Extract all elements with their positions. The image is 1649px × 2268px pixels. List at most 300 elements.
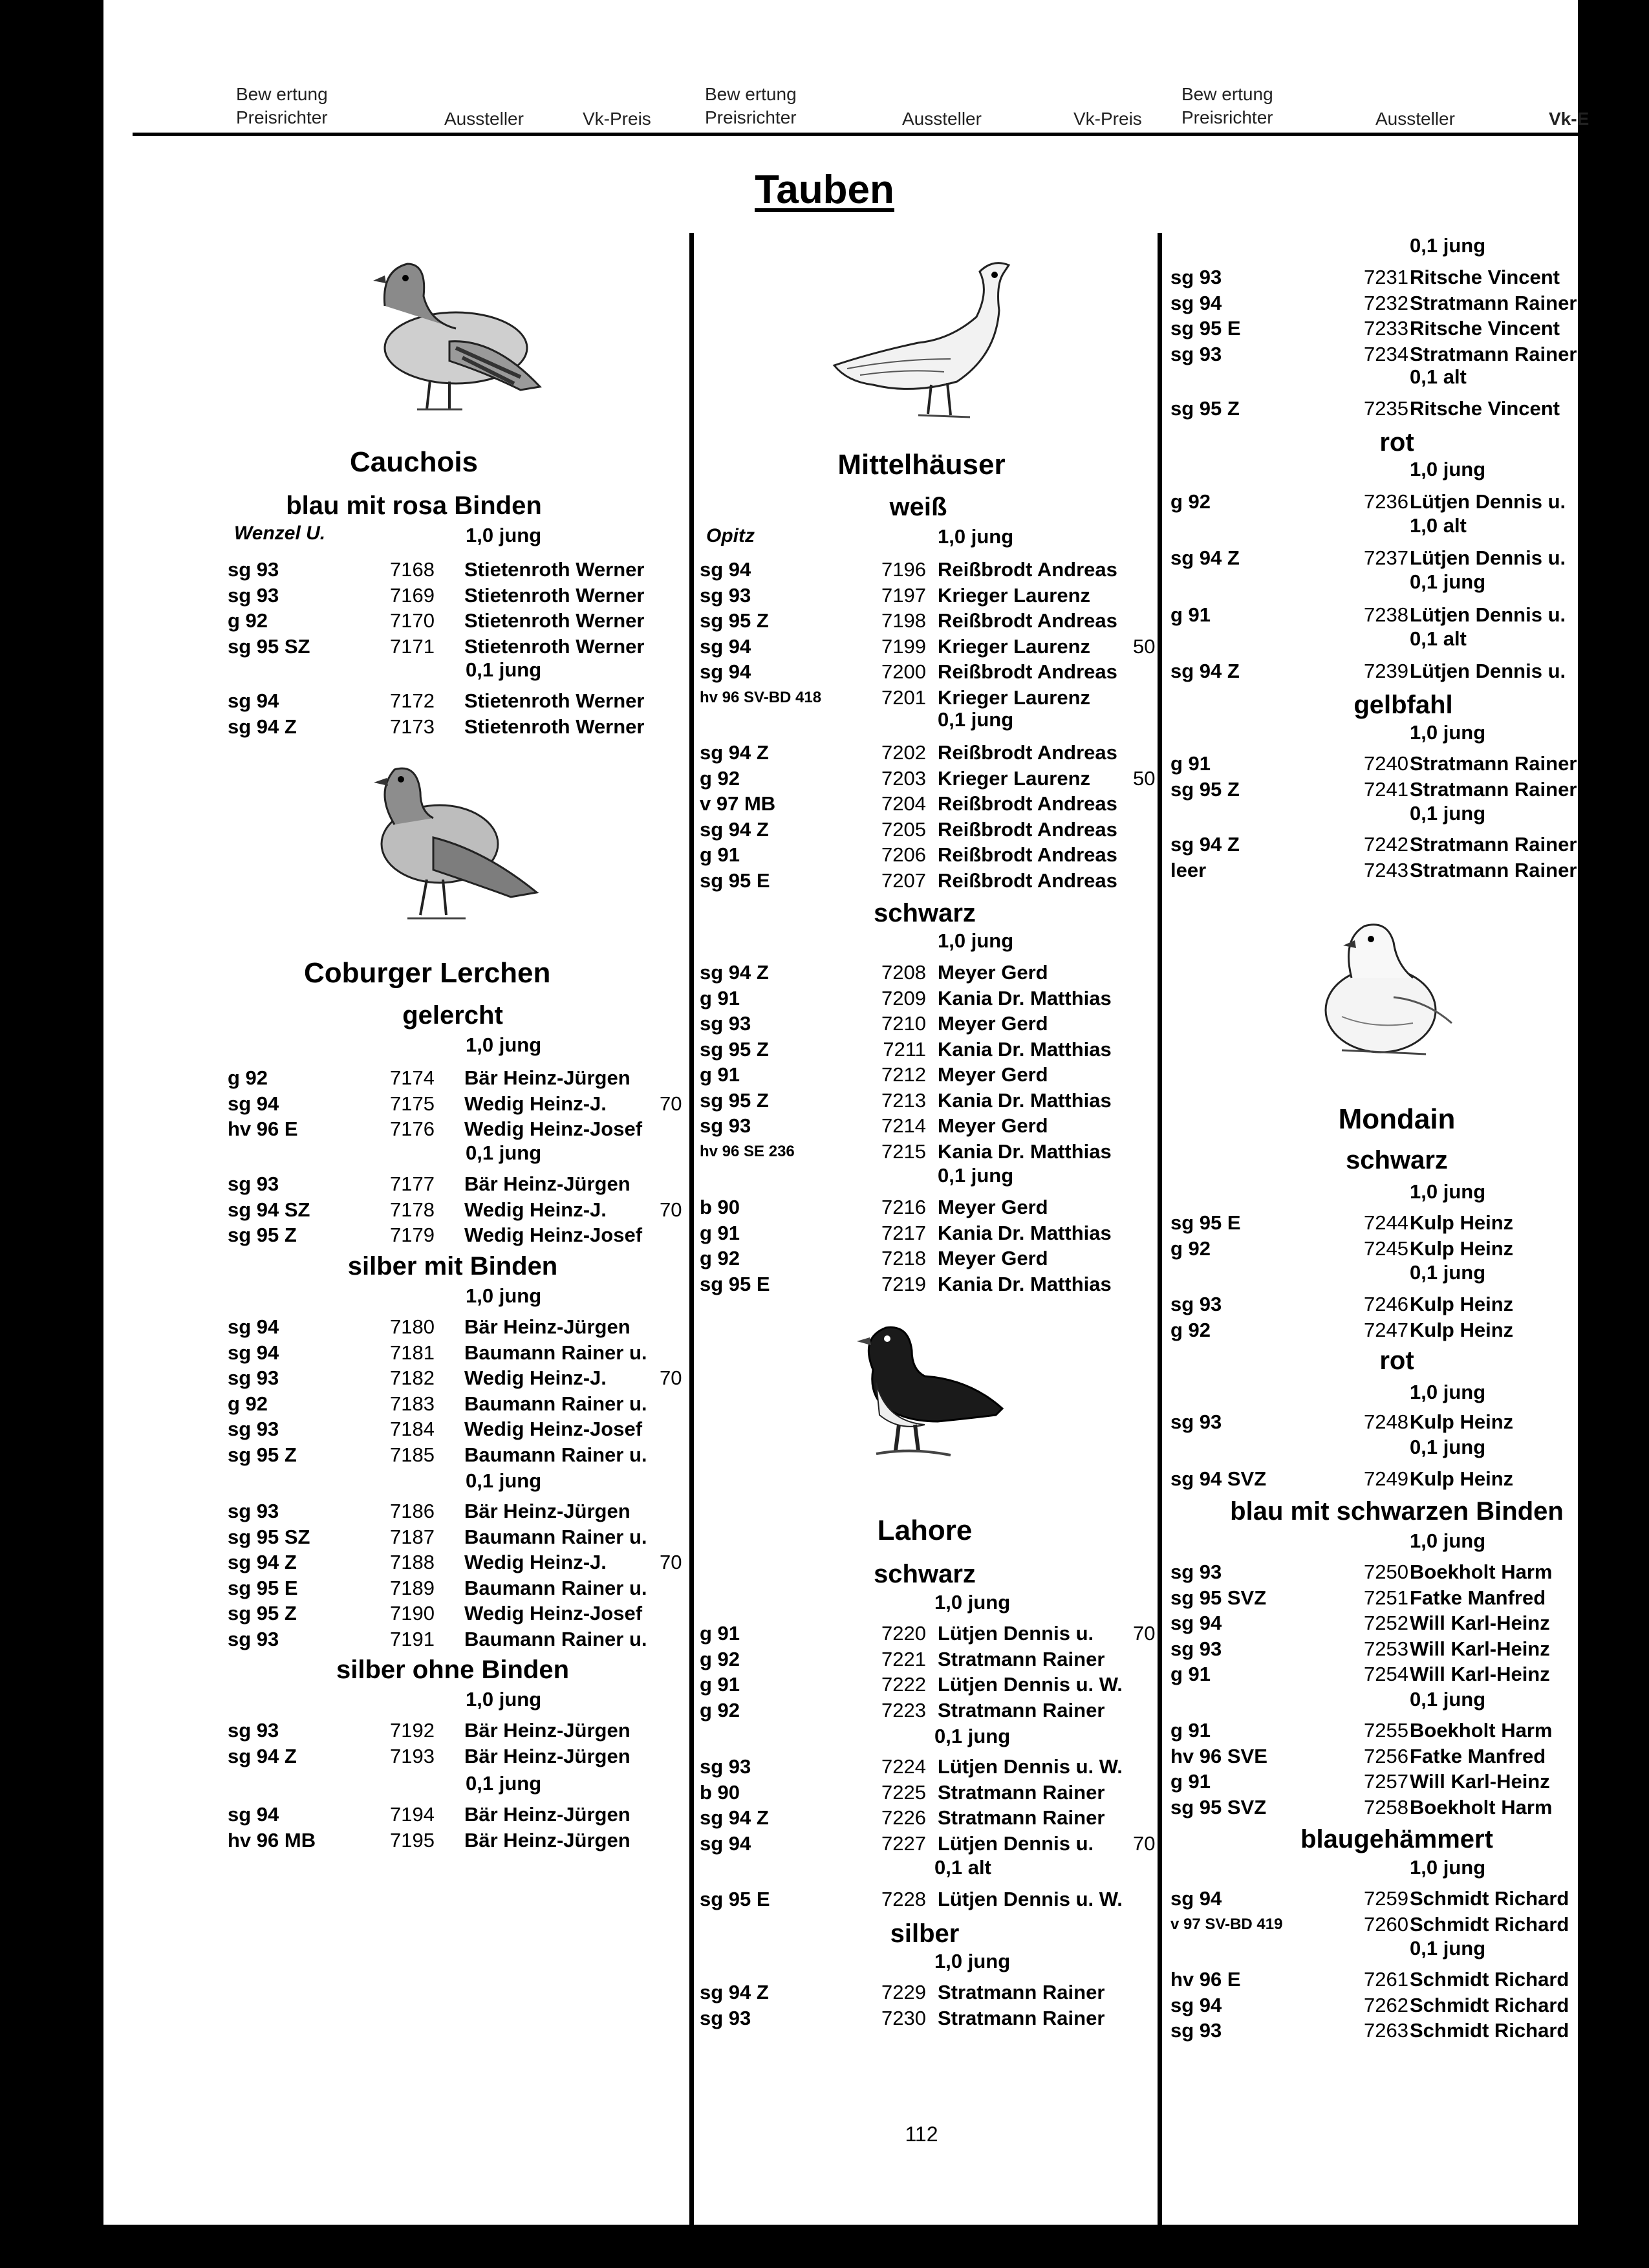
entry-rating: sg 95 Z xyxy=(1170,397,1240,420)
entry-rating: sg 94 xyxy=(1170,1612,1222,1634)
entry-rating: g 92 xyxy=(700,1647,740,1670)
entry-rating: sg 94 xyxy=(228,1803,279,1826)
entry-rating: sg 95 Z xyxy=(700,1088,769,1112)
entry-number: 7227 xyxy=(881,1831,926,1855)
entry-exhibitor: Baumann Rainer u. xyxy=(464,1576,647,1599)
entry-rating: sg 93 xyxy=(700,2006,751,2029)
entry-number: 7208 xyxy=(881,961,926,984)
entry-number: 7192 xyxy=(390,1719,435,1742)
entry-rating: leer xyxy=(1170,858,1207,881)
entry-number: 7198 xyxy=(881,609,926,632)
entry-rating: g 92 xyxy=(700,1698,740,1722)
entry-exhibitor: Reißbrodt Andreas xyxy=(938,558,1117,581)
color-title: silber xyxy=(890,1919,960,1948)
entry-number: 7229 xyxy=(881,1981,926,2003)
entry-number: 7220 xyxy=(881,1622,926,1645)
entry-number: 7241 xyxy=(1364,777,1408,801)
entry-exhibitor: Lütjen Dennis u. W. xyxy=(938,1888,1123,1910)
entry-rating: sg 94 Z xyxy=(700,961,769,984)
breed-title-cauchois: Cauchois xyxy=(349,446,479,478)
entry-number: 7224 xyxy=(881,1755,926,1778)
entry-rating: sg 94 SZ xyxy=(228,1198,310,1221)
entry-number: 7213 xyxy=(881,1088,926,1112)
entry-number: 7203 xyxy=(881,766,926,790)
entry-exhibitor: Lütjen Dennis u. W. xyxy=(938,1673,1123,1696)
entry-exhibitor: Kania Dr. Matthias xyxy=(938,1088,1112,1112)
entry-number: 7251 xyxy=(1364,1586,1408,1609)
entry-number: 7221 xyxy=(881,1647,926,1670)
entry-rating: g 91 xyxy=(1170,1663,1211,1685)
entry-rating: sg 93 xyxy=(228,558,279,581)
entry-rating: g 91 xyxy=(1170,603,1211,626)
entry-number: 7261 xyxy=(1364,1968,1408,1991)
entry-number: 7169 xyxy=(390,583,435,607)
entry-number: 7210 xyxy=(881,1012,926,1035)
entry-rating: sg 94 SVZ xyxy=(1170,1467,1267,1490)
entry-exhibitor: Baumann Rainer u. xyxy=(464,1627,647,1650)
entry-rating: sg 94 Z xyxy=(1170,546,1240,569)
pigeon-illustration-lahore xyxy=(841,1312,1009,1467)
judge-name: Wenzel U. xyxy=(234,523,326,544)
entry-rating: sg 94 xyxy=(228,1315,279,1338)
entry-rating: sg 93 xyxy=(700,1012,751,1035)
color-title: schwarz xyxy=(874,899,976,927)
age-class: 0,1 jung xyxy=(934,1725,1011,1747)
age-class: 1,0 jung xyxy=(1410,1856,1486,1879)
breed-title-mondain: Mondain xyxy=(1338,1103,1456,1135)
age-class: 0,1 jung xyxy=(1410,802,1486,825)
entry-exhibitor: Meyer Gerd xyxy=(938,961,1048,984)
breed-title-mittelhauser: Mittelhäuser xyxy=(837,449,1006,481)
entry-price: 70 xyxy=(660,1551,682,1573)
entry-exhibitor: Stratmann Rainer xyxy=(1410,342,1577,365)
entry-rating: sg 94 Z xyxy=(228,715,297,738)
entry-number: 7174 xyxy=(390,1066,435,1089)
age-class: 0,1 jung xyxy=(1410,1436,1486,1458)
entry-exhibitor: Lütjen Dennis u. xyxy=(1410,603,1566,626)
age-class: 1,0 jung xyxy=(466,1033,542,1056)
entry-rating: g 92 xyxy=(228,1392,268,1415)
age-class: 0,1 alt xyxy=(1410,365,1467,388)
age-class: 1,0 jung xyxy=(1410,1180,1486,1203)
entry-exhibitor: Ritsche Vincent xyxy=(1410,397,1560,420)
entry-rating: hv 96 MB xyxy=(228,1828,316,1852)
entry-exhibitor: Bär Heinz-Jürgen xyxy=(464,1719,630,1742)
age-class: 0,1 jung xyxy=(1410,570,1486,593)
entry-rating: sg 95 Z xyxy=(700,1037,769,1061)
age-class: 1,0 jung xyxy=(1410,458,1486,481)
entry-exhibitor: Will Karl-Heinz xyxy=(1410,1663,1550,1685)
entry-exhibitor: Wedig Heinz-Josef xyxy=(464,1418,643,1440)
entry-exhibitor: Stratmann Rainer xyxy=(1410,291,1577,314)
entry-rating: sg 93 xyxy=(1170,1293,1222,1315)
entry-rating: sg 94 Z xyxy=(700,1806,769,1829)
entry-rating: g 92 xyxy=(700,1247,740,1269)
entry-number: 7257 xyxy=(1364,1770,1408,1793)
entry-exhibitor: Baumann Rainer u. xyxy=(464,1392,647,1415)
entry-rating: hv 96 SVE xyxy=(1170,1744,1267,1767)
entry-number: 7230 xyxy=(881,2006,926,2029)
entry-rating: hv 96 SV-BD 418 xyxy=(700,688,822,706)
entry-rating: g 92 xyxy=(1170,1237,1211,1260)
entry-price: 70 xyxy=(1133,1831,1156,1855)
entry-rating: sg 94 xyxy=(700,660,751,683)
entry-number: 7236 xyxy=(1364,490,1408,513)
entry-exhibitor: Baumann Rainer u. xyxy=(464,1525,647,1548)
entry-exhibitor: Stietenroth Werner xyxy=(464,634,645,658)
entry-number: 7171 xyxy=(390,634,435,658)
entry-exhibitor: Stietenroth Werner xyxy=(464,689,645,712)
entry-number: 7262 xyxy=(1364,1993,1408,2016)
age-class: 1,0 jung xyxy=(466,1284,542,1307)
entry-number: 7205 xyxy=(881,817,926,841)
entry-price: 50 xyxy=(1133,766,1156,790)
age-class: 1,0 alt xyxy=(1410,514,1467,537)
entry-number: 7240 xyxy=(1364,752,1408,775)
entry-number: 7201 xyxy=(881,686,926,709)
entry-exhibitor: Boekholt Harm xyxy=(1410,1719,1553,1742)
entry-exhibitor: Reißbrodt Andreas xyxy=(938,869,1117,892)
entry-rating: sg 93 xyxy=(228,583,279,607)
color-title: rot xyxy=(1379,428,1414,457)
entry-exhibitor: Stratmann Rainer xyxy=(938,1647,1105,1670)
entry-exhibitor: Stratmann Rainer xyxy=(938,2006,1105,2029)
age-class: 0,1 jung xyxy=(1410,234,1486,257)
entry-exhibitor: Lütjen Dennis u. xyxy=(1410,490,1566,513)
entry-rating: sg 95 SVZ xyxy=(1170,1586,1267,1609)
column-header xyxy=(133,83,1588,135)
entry-number: 7194 xyxy=(390,1803,435,1826)
header-vk-preis: Vk-E xyxy=(1549,109,1590,129)
entry-exhibitor: Lütjen Dennis u. xyxy=(938,1622,1094,1645)
entry-number: 7183 xyxy=(390,1392,435,1415)
age-class: 0,1 alt xyxy=(1410,627,1467,650)
entry-exhibitor: Krieger Laurenz xyxy=(938,686,1091,709)
age-class: 1,0 jung xyxy=(466,1688,542,1711)
entry-number: 7255 xyxy=(1364,1719,1408,1742)
entry-exhibitor: Kulp Heinz xyxy=(1410,1237,1514,1260)
entry-rating: sg 95 SZ xyxy=(228,1525,310,1548)
age-class: 0,1 jung xyxy=(466,1141,542,1164)
entry-exhibitor: Krieger Laurenz xyxy=(938,583,1091,607)
entry-number: 7252 xyxy=(1364,1612,1408,1634)
entry-exhibitor: Fatke Manfred xyxy=(1410,1744,1546,1767)
entry-rating: sg 94 xyxy=(700,634,751,658)
age-class: 0,1 jung xyxy=(466,1772,542,1795)
pigeon-illustration-mittelhauser xyxy=(821,246,1015,427)
entry-exhibitor: Meyer Gerd xyxy=(938,1063,1048,1086)
entry-number: 7193 xyxy=(390,1744,435,1767)
entry-rating: g 92 xyxy=(1170,490,1211,513)
age-class: 0,1 jung xyxy=(1410,1688,1486,1711)
color-title: rot xyxy=(1379,1346,1414,1375)
entry-number: 7215 xyxy=(881,1139,926,1163)
entry-exhibitor: Wedig Heinz-Josef xyxy=(464,1118,643,1140)
entry-rating: g 92 xyxy=(700,766,740,790)
entry-number: 7243 xyxy=(1364,858,1408,881)
entry-exhibitor: Stietenroth Werner xyxy=(464,715,645,738)
entry-exhibitor: Reißbrodt Andreas xyxy=(938,792,1117,815)
entry-rating: sg 93 xyxy=(1170,1561,1222,1583)
age-class: 0,1 jung xyxy=(466,1469,542,1492)
header-bewertung: Bew ertung xyxy=(236,84,328,104)
entry-number: 7204 xyxy=(881,792,926,815)
header-aussteller: Aussteller xyxy=(1375,109,1455,129)
age-class: 0,1 jung xyxy=(466,658,542,681)
entry-number: 7184 xyxy=(390,1418,435,1440)
entry-exhibitor: Schmidt Richard xyxy=(1410,2019,1569,2042)
entry-number: 7214 xyxy=(881,1114,926,1137)
entry-exhibitor: Kania Dr. Matthias xyxy=(938,1272,1112,1295)
breed-title-lahore: Lahore xyxy=(877,1515,973,1546)
entry-exhibitor: Stratmann Rainer xyxy=(938,1981,1105,2003)
entry-rating: v 97 MB xyxy=(700,792,776,815)
entry-rating: g 91 xyxy=(1170,752,1211,775)
entry-rating: sg 94 xyxy=(1170,1993,1222,2016)
color-title: blaugehämmert xyxy=(1300,1825,1493,1853)
entry-number: 7197 xyxy=(881,583,926,607)
entry-number: 7228 xyxy=(881,1888,926,1910)
age-class: 1,0 jung xyxy=(938,929,1014,952)
entry-rating: g 91 xyxy=(700,1063,740,1086)
header-group-1 xyxy=(236,83,689,135)
entry-rating: sg 93 xyxy=(1170,1410,1222,1433)
entry-exhibitor: Stratmann Rainer xyxy=(938,1806,1105,1829)
entry-rating: sg 95 E xyxy=(700,869,770,892)
pigeon-illustration-mondain xyxy=(1316,900,1458,1068)
entry-number: 7178 xyxy=(390,1198,435,1221)
entry-rating: sg 93 xyxy=(1170,342,1222,365)
entry-exhibitor: Kulp Heinz xyxy=(1410,1211,1514,1234)
entry-rating: g 92 xyxy=(228,1066,268,1089)
entry-exhibitor: Meyer Gerd xyxy=(938,1114,1048,1137)
entry-number: 7180 xyxy=(390,1315,435,1338)
entry-rating: sg 94 Z xyxy=(228,1744,297,1767)
entry-exhibitor: Baumann Rainer u. xyxy=(464,1341,647,1364)
entry-rating: sg 94 xyxy=(1170,1887,1222,1910)
entry-price: 50 xyxy=(1133,634,1156,658)
age-class: 1,0 jung xyxy=(466,524,542,546)
entry-number: 7222 xyxy=(881,1673,926,1696)
entry-exhibitor: Stietenroth Werner xyxy=(464,558,645,581)
entry-exhibitor: Reißbrodt Andreas xyxy=(938,843,1117,866)
entry-rating: sg 94 xyxy=(700,558,751,581)
entry-exhibitor: Stratmann Rainer xyxy=(1410,833,1577,856)
entry-exhibitor: Reißbrodt Andreas xyxy=(938,741,1117,764)
entry-exhibitor: Wedig Heinz-J. xyxy=(464,1198,607,1221)
entry-rating: sg 95 Z xyxy=(228,1443,297,1466)
entry-rating: sg 94 xyxy=(228,1341,279,1364)
entry-number: 7200 xyxy=(881,660,926,683)
entry-number: 7176 xyxy=(390,1118,435,1140)
entry-number: 7223 xyxy=(881,1698,926,1722)
entry-exhibitor: Wedig Heinz-J. xyxy=(464,1551,607,1573)
entry-rating: sg 93 xyxy=(228,1172,279,1195)
entry-number: 7202 xyxy=(881,741,926,764)
entry-number: 7188 xyxy=(390,1551,435,1573)
entry-exhibitor: Meyer Gerd xyxy=(938,1012,1048,1035)
entry-rating: sg 94 Z xyxy=(700,1981,769,2003)
entry-exhibitor: Stratmann Rainer xyxy=(1410,777,1577,801)
entry-rating: sg 93 xyxy=(228,1500,279,1522)
entry-exhibitor: Kania Dr. Matthias xyxy=(938,1139,1112,1163)
entry-number: 7190 xyxy=(390,1602,435,1625)
entry-number: 7199 xyxy=(881,634,926,658)
entry-rating: sg 94 Z xyxy=(1170,833,1240,856)
entry-number: 7195 xyxy=(390,1828,435,1852)
entry-exhibitor: Lütjen Dennis u. xyxy=(1410,660,1566,682)
pigeon-illustration-coburger-lerchen xyxy=(356,753,543,931)
entry-exhibitor: Stratmann Rainer xyxy=(1410,858,1577,881)
entry-exhibitor: Stietenroth Werner xyxy=(464,609,645,632)
scan-edge-bottom xyxy=(0,2225,1649,2268)
age-class: 1,0 jung xyxy=(1410,1381,1486,1403)
entry-number: 7219 xyxy=(881,1272,926,1295)
entry-exhibitor: Will Karl-Heinz xyxy=(1410,1770,1550,1793)
entry-rating: sg 94 Z xyxy=(1170,660,1240,682)
entry-rating: sg 94 Z xyxy=(700,817,769,841)
age-class: 0,1 jung xyxy=(938,708,1014,731)
entry-number: 7196 xyxy=(881,558,926,581)
color-title: gelbfahl xyxy=(1353,691,1453,719)
entry-rating: sg 93 xyxy=(700,1114,751,1137)
pigeon-illustration-cauchois xyxy=(359,244,546,420)
entry-exhibitor: Bär Heinz-Jürgen xyxy=(464,1172,630,1195)
entry-number: 7225 xyxy=(881,1780,926,1804)
entry-number: 7211 xyxy=(883,1037,926,1061)
entry-rating: sg 94 Z xyxy=(700,741,769,764)
entry-exhibitor: Wedig Heinz-Josef xyxy=(464,1602,643,1625)
entry-rating: sg 95 Z xyxy=(228,1602,297,1625)
entry-rating: v 97 SV-BD 419 xyxy=(1170,1915,1283,1933)
entry-price: 70 xyxy=(660,1366,682,1389)
entry-rating: sg 93 xyxy=(1170,1637,1222,1660)
entry-rating: hv 96 SE 236 xyxy=(700,1142,795,1160)
entry-number: 7226 xyxy=(881,1806,926,1829)
entry-exhibitor: Kania Dr. Matthias xyxy=(938,1037,1112,1061)
entry-number: 7191 xyxy=(390,1627,435,1650)
entry-number: 7186 xyxy=(390,1500,435,1522)
entry-number: 7258 xyxy=(1364,1795,1408,1819)
entry-number: 7246 xyxy=(1364,1293,1408,1315)
entry-exhibitor: Stratmann Rainer xyxy=(1410,752,1577,775)
entry-exhibitor: Schmidt Richard xyxy=(1410,1968,1569,1991)
entry-exhibitor: Krieger Laurenz xyxy=(938,634,1091,658)
entry-exhibitor: Meyer Gerd xyxy=(938,1247,1048,1269)
entry-exhibitor: Lütjen Dennis u. W. xyxy=(938,1755,1123,1778)
entry-number: 7168 xyxy=(390,558,435,581)
entry-number: 7216 xyxy=(881,1196,926,1218)
header-group-3 xyxy=(1181,83,1595,135)
entry-number: 7242 xyxy=(1364,833,1408,856)
entry-number: 7237 xyxy=(1364,546,1408,569)
color-title: blau mit rosa Binden xyxy=(286,491,542,520)
entry-exhibitor: Stratmann Rainer xyxy=(938,1780,1105,1804)
entry-rating: sg 95 E xyxy=(700,1272,770,1295)
entry-number: 7249 xyxy=(1364,1467,1408,1490)
entry-number: 7248 xyxy=(1364,1410,1408,1433)
entry-exhibitor: Reißbrodt Andreas xyxy=(938,660,1117,683)
entry-rating: g 91 xyxy=(1170,1770,1211,1793)
entry-rating: sg 94 xyxy=(228,689,279,712)
entry-rating: g 92 xyxy=(228,609,268,632)
header-preisrichter: Preisrichter xyxy=(1181,107,1273,127)
entry-number: 7177 xyxy=(390,1172,435,1195)
color-title: weiß xyxy=(889,493,947,521)
entry-exhibitor: Bär Heinz-Jürgen xyxy=(464,1066,630,1089)
entry-rating: g 91 xyxy=(700,986,740,1010)
entry-exhibitor: Kania Dr. Matthias xyxy=(938,1221,1112,1244)
entry-exhibitor: Schmidt Richard xyxy=(1410,1887,1569,1910)
header-preisrichter: Preisrichter xyxy=(236,107,328,127)
color-title: gelercht xyxy=(402,1001,503,1030)
entry-number: 7239 xyxy=(1364,660,1408,682)
entry-number: 7256 xyxy=(1364,1744,1408,1767)
entry-exhibitor: Schmidt Richard xyxy=(1410,1912,1569,1936)
entry-price: 70 xyxy=(1133,1622,1156,1645)
entry-number: 7181 xyxy=(390,1341,435,1364)
entry-rating: sg 94 Z xyxy=(228,1551,297,1573)
entry-exhibitor: Reißbrodt Andreas xyxy=(938,609,1117,632)
entry-rating: sg 95 E xyxy=(228,1576,298,1599)
entry-rating: b 90 xyxy=(700,1196,740,1218)
header-vk-preis: Vk-Preis xyxy=(1073,109,1142,129)
age-class: 1,0 jung xyxy=(938,525,1014,548)
entry-number: 7233 xyxy=(1364,317,1408,340)
entry-number: 7185 xyxy=(390,1443,435,1466)
entry-rating: g 92 xyxy=(1170,1318,1211,1341)
entry-number: 7247 xyxy=(1364,1318,1408,1341)
color-title: silber mit Binden xyxy=(347,1252,558,1280)
entry-exhibitor: Baumann Rainer u. xyxy=(464,1443,647,1466)
entry-number: 7217 xyxy=(881,1221,926,1244)
entry-exhibitor: Reißbrodt Andreas xyxy=(938,817,1117,841)
entry-number: 7206 xyxy=(881,843,926,866)
entry-rating: sg 94 xyxy=(1170,291,1222,314)
entry-number: 7259 xyxy=(1364,1887,1408,1910)
entry-exhibitor: Will Karl-Heinz xyxy=(1410,1612,1550,1634)
entry-exhibitor: Meyer Gerd xyxy=(938,1196,1048,1218)
color-title: schwarz xyxy=(1346,1146,1448,1174)
entry-exhibitor: Bär Heinz-Jürgen xyxy=(464,1803,630,1826)
entry-rating: sg 93 xyxy=(228,1418,279,1440)
entry-rating: sg 94 xyxy=(700,1831,751,1855)
entry-rating: g 91 xyxy=(700,1622,740,1645)
entry-exhibitor: Bär Heinz-Jürgen xyxy=(464,1500,630,1522)
entry-number: 7254 xyxy=(1364,1663,1408,1685)
color-title: blau mit schwarzen Binden xyxy=(1230,1497,1564,1526)
age-class: 1,0 jung xyxy=(934,1591,1011,1614)
entry-exhibitor: Will Karl-Heinz xyxy=(1410,1637,1550,1660)
entry-rating: hv 96 E xyxy=(228,1118,298,1140)
entry-number: 7263 xyxy=(1364,2019,1408,2042)
entry-rating: sg 95 SZ xyxy=(228,634,310,658)
column-divider xyxy=(689,233,694,2247)
entry-rating: g 91 xyxy=(1170,1719,1211,1742)
entry-exhibitor: Kulp Heinz xyxy=(1410,1293,1514,1315)
entry-exhibitor: Wedig Heinz-J. xyxy=(464,1092,607,1115)
entry-rating: sg 95 Z xyxy=(228,1224,297,1246)
age-class: 0,1 alt xyxy=(934,1856,991,1879)
entry-number: 7234 xyxy=(1364,342,1408,365)
entry-exhibitor: Wedig Heinz-J. xyxy=(464,1366,607,1389)
entry-rating: sg 95 Z xyxy=(1170,777,1240,801)
entry-exhibitor: Lütjen Dennis u. xyxy=(1410,546,1566,569)
age-class: 1,0 jung xyxy=(1410,721,1486,744)
entry-number: 7173 xyxy=(390,715,435,738)
page-title: Tauben xyxy=(755,167,894,212)
color-title: schwarz xyxy=(874,1560,976,1588)
